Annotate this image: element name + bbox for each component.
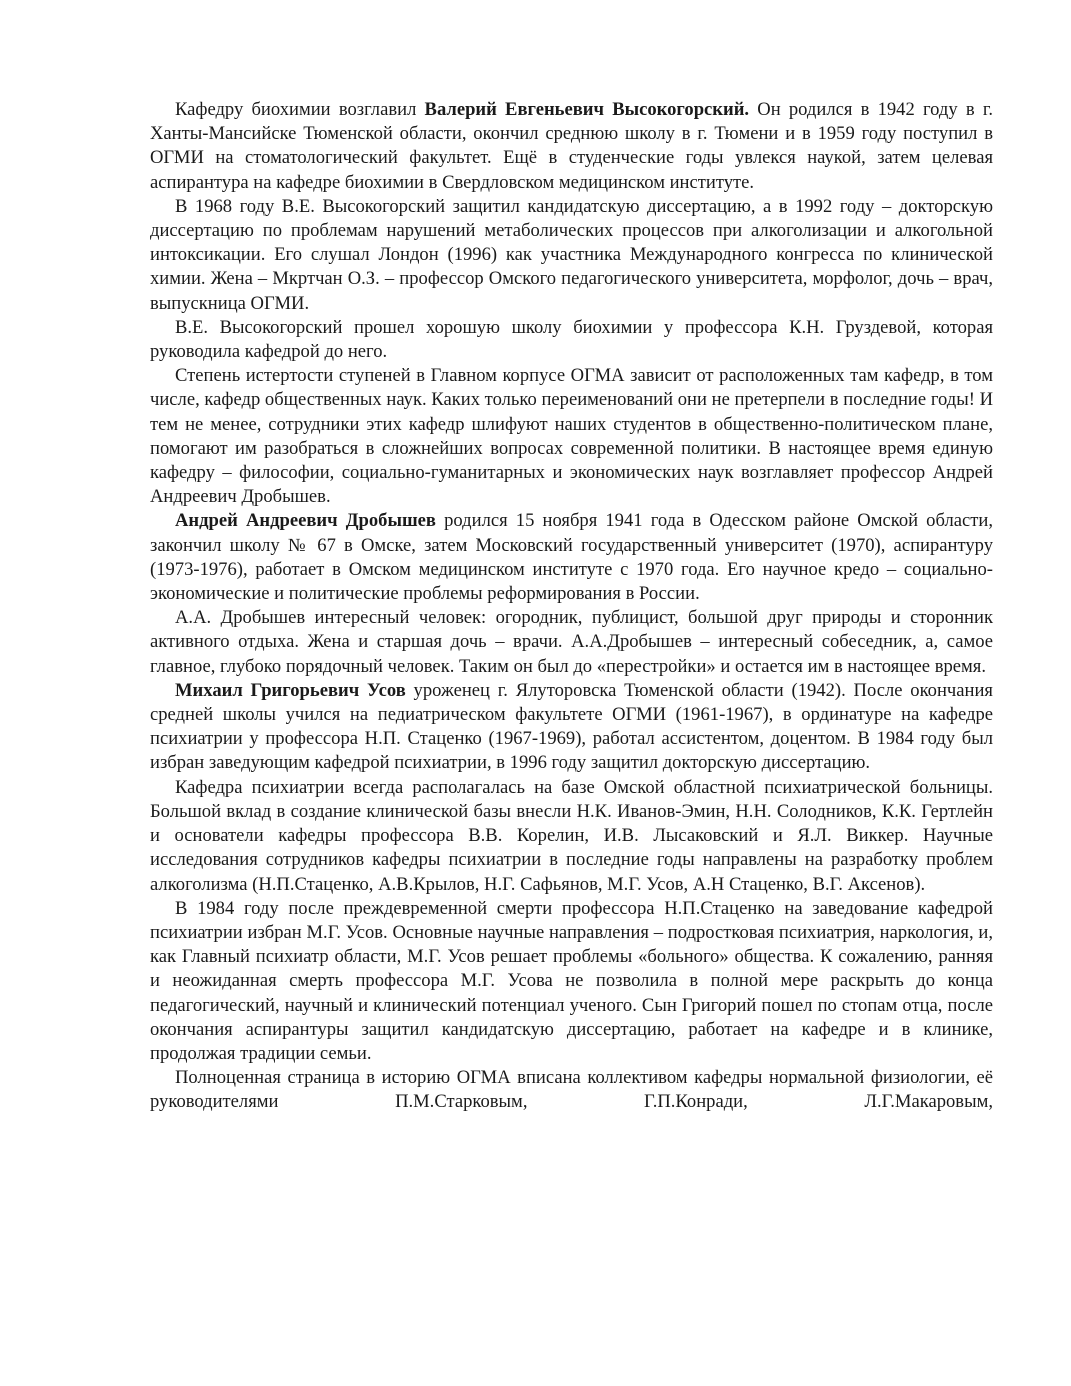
paragraph-drobyshev-bio	[150, 509, 993, 606]
paragraph-physiology-department	[150, 1066, 993, 1114]
paragraph-text: В 1984 году после преждевременной смерти профессора Н.П.Стаценко на заведование кафедрой психиатрии избран М.Г. Усов. Основные научные направления – подростковая психиатрия, наркология, и, как Главный психиатр области, М.Г. Усов решает проблемы «больного» общества. К сожалению, ранняя и неожиданная смерть профессора М.Г. Усова не позволила в полной мере раскрыть до конца педагогический, научный и клинический потенциал ученого. Сын Григорий пошел по стопам отца, после окончания аспирантуры защитил кандидатскую диссертацию, работает на кафедре и в клинике, продолжая традиции семьи.	[150, 897, 993, 1064]
paragraph-text: Он родился в 1942 году в г. Ханты-Мансийске Тюменской области, окончил среднюю школу в г. Тюмени и в 1959 году поступил в ОГМИ на стоматологический факультет. Ещё в студенческие годы увлекся наукой, затем целевая аспирантура на кафедре биохимии в Свердловском медицинском институте.	[150, 99, 994, 193]
person-name-bold: Андрей Андреевич Дробышев	[175, 510, 436, 532]
paragraph-psychiatry-department	[150, 776, 993, 897]
paragraph-text: уроженец г. Ялуторовска Тюменской области (1942). После окончания средней школы учился на педиатрическом факультете ОГМИ (1961-1967), в ординатуре на кафедре психиатрии у профессора Н.П. Стаценко (1967-1969), работал ассистентом, доцентом. В 1984 году был избран заведующим кафедрой психиатрии, в 1996 году защитил докторскую диссертацию.	[150, 679, 993, 774]
person-name-bold: Михаил Григорьевич Усов	[175, 679, 406, 701]
person-name-bold: Валерий Евгеньевич Высокогорский.	[424, 99, 750, 120]
paragraph-text: А.А. Дробышев интересный человек: огородник, публицист, большой друг природы и сторонник активного отдыха. Жена и старшая дочь – врачи. А.А.Дробышев – интересный собеседник, а, самое главное, глубоко порядочный человек. Таким он был до «перестройки» и остается им в настоящее время.	[150, 607, 993, 677]
paragraph-text: В.Е. Высокогорский прошел хорошую школу биохимии у профессора К.Н. Груздевой, которая руководила кафедрой до него.	[150, 316, 993, 363]
paragraph-text: родился 15 ноября 1941 года в Одесском районе Омской области, закончил школу № 67 в Омске, затем Московский государственный университет (1970), аспирантуру (1973-1976), работает в Омском медицинском институте с 1970 года. Его научное кредо – социально-экономические и политические проблемы реформирования в России.	[150, 510, 993, 605]
paragraph-vysokogorsky-school	[150, 316, 993, 364]
paragraph-social-sciences	[150, 364, 993, 509]
document-page	[150, 98, 993, 1115]
paragraph-text: Кафедра психиатрии всегда располагалась на базе Омской областной психиатрической больницы. Большой вклад в создание клинической базы внесли Н.К. Иванов-Эмин, Н.Н. Солодников, К.К. Гертлейн и основатели кафедры профессора В.В. Корелин, И.В. Лысаковский и Я.Л. Виккер. Научные исследования сотрудников кафедры психиатрии в последние годы направлены на разработку проблем алкоголизма (Н.П.Стаценко, А.В.Крылов, Н.Г. Сафьянов, М.Г. Усов, А.Н Стаценко, В.Г. Аксенов).	[150, 776, 993, 895]
paragraph-text: Степень истертости ступеней в Главном корпусе ОГМА зависит от расположенных там кафедр, в том числе, кафедр общественных наук. Каких только переименований они не претерпели в последние годы! И тем не менее, сотрудники этих кафедр шлифуют наших студентов в общественно-политическом плане, помогают им разобраться в сложнейших вопросах современной политики. В настоящее время единую кафедру – философии, социально-гуманитарных и экономических наук возглавляет профессор Андрей Андреевич Дробышев.	[150, 365, 993, 508]
paragraph-usov-leadership	[150, 897, 993, 1066]
paragraph-text: Кафедру биохимии возглавил	[175, 99, 425, 120]
paragraph-drobyshev-personal	[150, 606, 993, 679]
paragraph-text: В 1968 году В.Е. Высокогорский защитил кандидатскую диссертацию, а в 1992 году – докторскую диссертацию по проблемам нарушений метаболических процессов при алкоголизации и алкогольной интоксикации. Его слушал Лондон (1996) как участника Международного конгресса по клинической химии. Жена – Мкртчан О.З. – профессор Омского педагогического университета, морфолог, дочь – врач, выпускница ОГМИ.	[150, 195, 993, 314]
paragraph-vysokogorsky-bio	[150, 98, 993, 195]
paragraph-vysokogorsky-dissertation	[150, 195, 993, 316]
paragraph-usov-bio	[150, 679, 993, 776]
paragraph-text: Полноценная страница в историю ОГМА вписана коллективом кафедры нормальной физиологии, её руководителями П.М.Старковым, Г.П.Конради, Л.Г.Макаровым,	[150, 1067, 993, 1113]
